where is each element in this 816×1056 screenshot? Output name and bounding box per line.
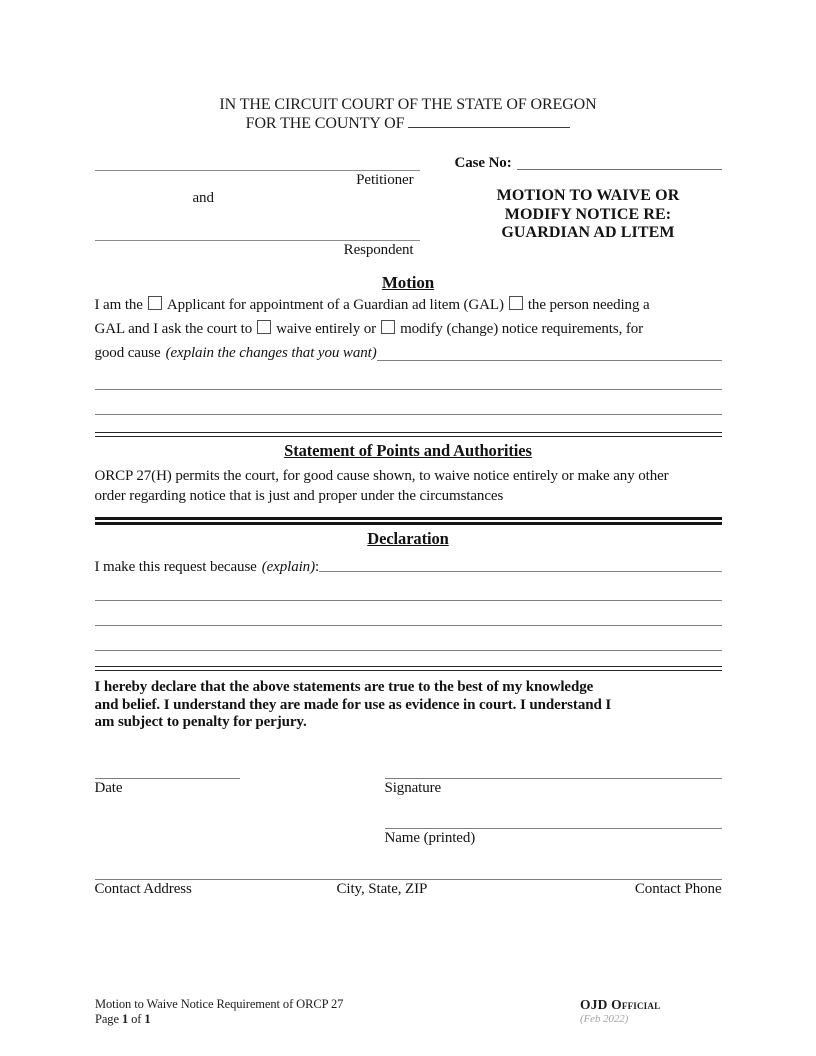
page-total: 1 <box>144 1012 151 1026</box>
points-text-line: ORCP 27(H) permits the court, for good cause shown, to waive notice entirely or make any other <box>94 468 669 484</box>
and-label: and <box>192 190 214 206</box>
points-authorities-heading: Statement of Points and Authorities <box>284 441 532 460</box>
case-number-field[interactable] <box>517 169 722 170</box>
pleading-title-line: MODIFY NOTICE RE: <box>504 205 672 223</box>
pleading-title-line: MOTION TO WAIVE OR <box>496 187 680 204</box>
footer-doc-title: Motion to Waive Notice Requirement of ORCP 27 <box>95 997 344 1011</box>
signature-block <box>95 778 722 798</box>
checkbox-person-needing-gal[interactable] <box>509 296 523 310</box>
perjury-statement-line: and belief. I understand they are made for use as evidence in court. I understand I <box>94 696 612 713</box>
section-divider-thick <box>95 517 722 525</box>
motion-paragraph-line-2 <box>95 317 722 341</box>
date-label: Date <box>94 779 123 796</box>
motion-text: good cause <box>94 345 161 361</box>
court-header <box>95 95 722 133</box>
date-column <box>95 778 240 798</box>
printed-name-label: Name (printed) <box>384 829 476 846</box>
petitioner-name-field[interactable] <box>95 155 420 171</box>
page-number: 1 <box>121 1012 129 1026</box>
section-divider <box>95 666 722 671</box>
request-reason-field[interactable] <box>319 571 721 572</box>
court-name-line: IN THE CIRCUIT COURT OF THE STATE OF OREGON <box>219 96 597 113</box>
form-page <box>95 0 722 1056</box>
motion-text: GAL and I ask the court to <box>94 321 253 337</box>
contact-phone-label: Contact Phone <box>634 880 722 897</box>
signature-column <box>385 778 722 798</box>
motion-text: the person needing a <box>527 297 650 313</box>
request-reason-label: I make this request because <box>94 559 257 575</box>
footer-brand-block <box>580 997 660 1026</box>
form-revision-date: (Feb 2022) <box>580 1013 629 1025</box>
request-colon: : <box>314 559 320 575</box>
points-authorities-paragraph <box>95 466 722 506</box>
explain-changes-field[interactable] <box>377 360 722 361</box>
perjury-statement <box>95 679 722 732</box>
contact-address-label: Contact Address <box>94 880 192 897</box>
checkbox-applicant[interactable] <box>148 296 162 310</box>
request-reason-field-line-3[interactable] <box>95 601 722 626</box>
motion-paragraph-line-1 <box>95 293 722 317</box>
motion-paragraph-line-3 <box>95 341 722 365</box>
explain-hint: (explain) <box>261 559 315 575</box>
motion-text: Applicant for appointment of a Guardian ad litem (GAL) <box>166 297 504 313</box>
case-caption <box>95 155 722 259</box>
contact-info-row <box>95 879 722 899</box>
county-label: FOR THE COUNTY OF <box>245 115 405 132</box>
page-footer <box>95 997 722 1027</box>
page-word: Page <box>95 1012 119 1026</box>
respondent-name-field[interactable] <box>95 207 420 241</box>
county-blank-field[interactable] <box>408 114 570 128</box>
perjury-statement-line: I hereby declare that the above statements are true to the best of my knowledge <box>94 679 594 695</box>
declaration-heading: Declaration <box>367 529 449 548</box>
respondent-label: Respondent <box>343 242 414 258</box>
motion-text: I am the <box>94 297 143 313</box>
request-reason-row <box>95 558 722 576</box>
request-reason-field-line-4[interactable] <box>95 626 722 651</box>
motion-text: modify (change) notice requirements, for <box>400 321 644 337</box>
section-divider <box>95 432 722 437</box>
signature-label: Signature <box>384 779 442 796</box>
printed-name-row <box>385 828 722 848</box>
motion-text: waive entirely or <box>276 321 377 337</box>
pleading-title <box>455 187 722 243</box>
petitioner-label: Petitioner <box>356 172 414 188</box>
perjury-statement-line: am subject to penalty for perjury. <box>94 714 307 730</box>
county-line <box>95 114 722 133</box>
of-word: of <box>131 1012 142 1026</box>
explain-changes-hint: (explain the changes that you want) <box>165 345 377 361</box>
points-text-line: order regarding notice that is just and proper under the circumstances <box>94 488 504 504</box>
checkbox-waive-entirely[interactable] <box>257 320 271 334</box>
request-reason-field-line-2[interactable] <box>95 576 722 601</box>
checkbox-modify-notice[interactable] <box>381 320 395 334</box>
ojd-official-mark: OJD Official <box>580 997 661 1012</box>
caption-case-info <box>455 155 722 259</box>
case-number-row <box>455 155 722 172</box>
explain-changes-field-line-3[interactable] <box>95 390 722 415</box>
city-state-zip-label: City, State, ZIP <box>336 880 428 897</box>
pleading-title-line: GUARDIAN AD LITEM <box>501 224 675 241</box>
caption-parties <box>95 155 420 259</box>
explain-changes-field-line-2[interactable] <box>95 365 722 390</box>
case-number-label: Case No: <box>454 155 512 171</box>
motion-heading: Motion <box>381 273 435 292</box>
